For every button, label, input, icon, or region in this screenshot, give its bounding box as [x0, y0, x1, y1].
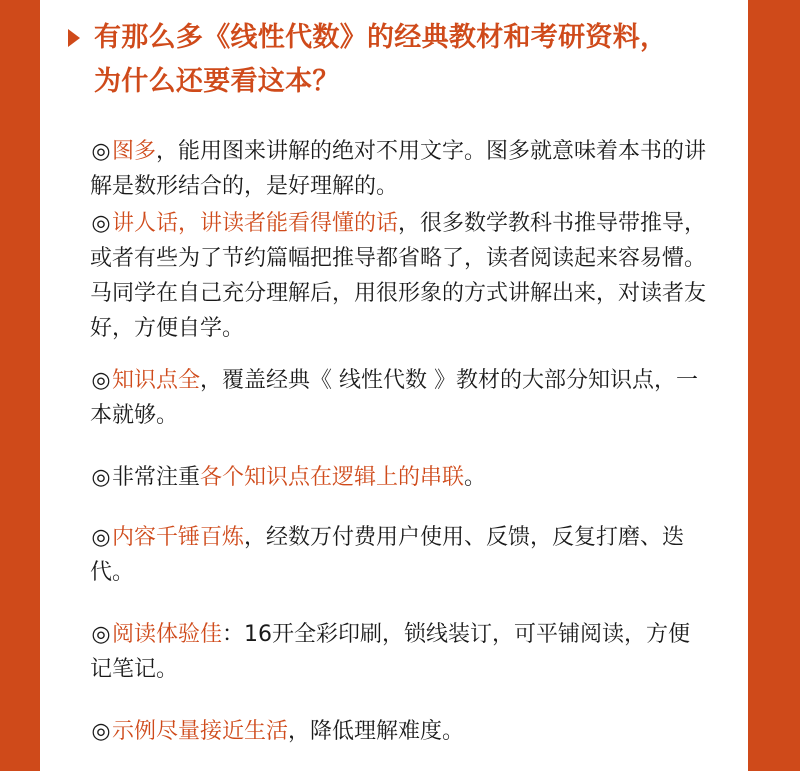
play-triangle-icon	[68, 29, 80, 47]
feature-text: ，很多数学教科书推导带推导，或者有些为了节约篇幅把推导都省略了，读者阅读起来容易懵。马同学在自己充分理解后，用很形象的方式讲解出来，对读者友好，方便自学。	[90, 211, 707, 341]
heading-title	[94, 16, 734, 104]
feature-text: ，经数万付费用户使用、反馈，反复打磨、迭代。	[90, 525, 685, 585]
feature-text: ，能用图来讲解的绝对不用文字。图多就意味着本书的讲解是数形结合的，是好理解的。	[90, 139, 707, 199]
feature-highlight: 内容千锤百炼	[112, 525, 245, 550]
feature-text: ，降低理解难度。	[288, 719, 465, 744]
bullet-icon: ◎	[91, 139, 111, 164]
bullet-icon: ◎	[91, 622, 111, 647]
bullet-icon: ◎	[91, 211, 111, 236]
feature-item-illustrations	[90, 134, 708, 204]
feature-item-refined-content	[90, 520, 708, 590]
bullet-icon: ◎	[91, 719, 111, 744]
feature-highlight: 各个知识点在逻辑上的串联	[200, 465, 465, 490]
bullet-icon: ◎	[91, 525, 111, 550]
content-panel	[40, 0, 748, 771]
feature-highlight: 图多	[112, 139, 157, 164]
bullet-icon: ◎	[91, 465, 111, 490]
feature-item-reading-experience	[90, 617, 708, 687]
feature-item-plain-language	[90, 206, 708, 346]
feature-highlight: 阅读体验佳	[112, 622, 223, 647]
heading-line-1: 有那么多《线性代数》的经典教材和考研资料，	[94, 22, 668, 53]
feature-item-logical-connection	[90, 460, 708, 495]
feature-text: ：16开全彩印刷，锁线装订，可平铺阅读，方便记笔记。	[90, 622, 691, 682]
feature-item-real-life-examples	[90, 714, 708, 749]
bullet-icon: ◎	[91, 368, 111, 393]
feature-item-complete-coverage	[90, 363, 708, 433]
feature-prefix: 非常注重	[112, 465, 201, 490]
feature-highlight: 知识点全	[112, 368, 201, 393]
feature-highlight: 示例尽量接近生活	[112, 719, 289, 744]
feature-text: 。	[464, 465, 487, 490]
feature-highlight: 讲人话，讲读者能看得懂的话	[112, 211, 399, 236]
feature-text: ，覆盖经典《 线性代数 》教材的大部分知识点，一本就够。	[90, 368, 699, 428]
heading-line-2: 为什么还要看这本？	[94, 66, 340, 97]
